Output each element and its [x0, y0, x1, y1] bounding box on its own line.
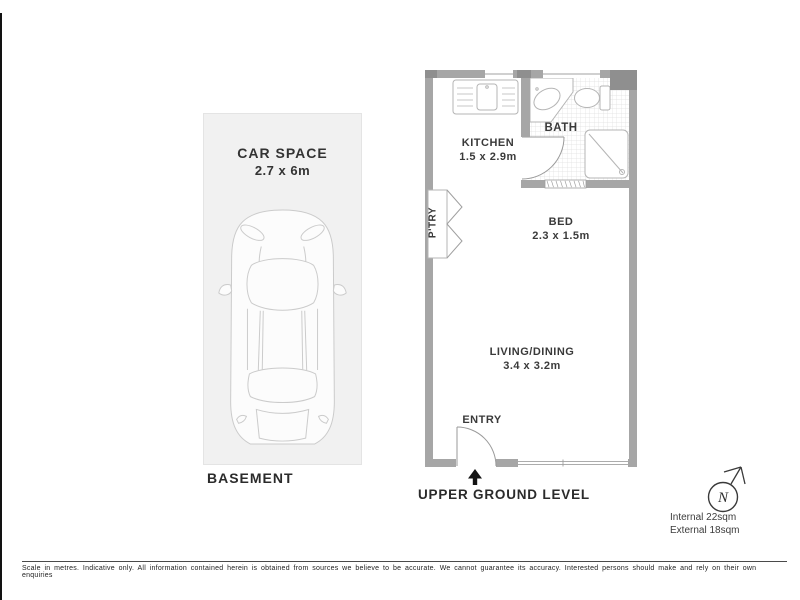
disclaimer-text: Scale in metres. Indicative only. All information contained herein is obtained from sources we believe to be accurate. We cannot guarantee its accuracy. Interested persons should make and rely on their own enquiries	[22, 561, 787, 579]
basement-label: BASEMENT	[207, 470, 294, 486]
compass-n-label: N	[717, 490, 729, 506]
living-dining-label	[472, 345, 592, 373]
living-dining-name: LIVING/DINING	[489, 346, 575, 358]
bath-window	[543, 70, 600, 78]
entry-label: ENTRY	[462, 414, 502, 426]
bath-label: BATH	[544, 122, 578, 134]
kitchen-label	[443, 136, 533, 164]
shower-icon	[585, 130, 628, 178]
living-window	[518, 459, 628, 467]
car-space-dims: 2.7 x 6m	[254, 163, 311, 178]
living-dining-dims: 3.4 x 3.2m	[503, 360, 561, 372]
upper-ground-level-label: UPPER GROUND LEVEL	[418, 487, 590, 502]
entry-door-swing	[456, 427, 496, 467]
compass-icon	[695, 448, 755, 520]
kitchen-window	[485, 70, 513, 78]
page-border-line	[0, 13, 2, 600]
external-area-label: External 18sqm	[670, 525, 740, 536]
sink-icon	[453, 80, 518, 114]
bed-dims: 2.3 x 1.5m	[532, 230, 590, 242]
kitchen-dims: 1.5 x 2.9m	[459, 151, 517, 163]
internal-area-label: Internal 22sqm	[670, 512, 737, 523]
kitchen-name: KITCHEN	[461, 137, 515, 149]
car-space-name: CAR SPACE	[237, 145, 328, 161]
north-arrow-icon	[724, 467, 745, 484]
entry-direction-arrow-icon	[468, 469, 482, 485]
bed-name: BED	[548, 216, 574, 228]
pantry-label: P'TRY	[427, 206, 439, 239]
area-summary	[670, 511, 739, 537]
bath-slider-door	[545, 180, 586, 188]
bed-label	[516, 215, 606, 243]
